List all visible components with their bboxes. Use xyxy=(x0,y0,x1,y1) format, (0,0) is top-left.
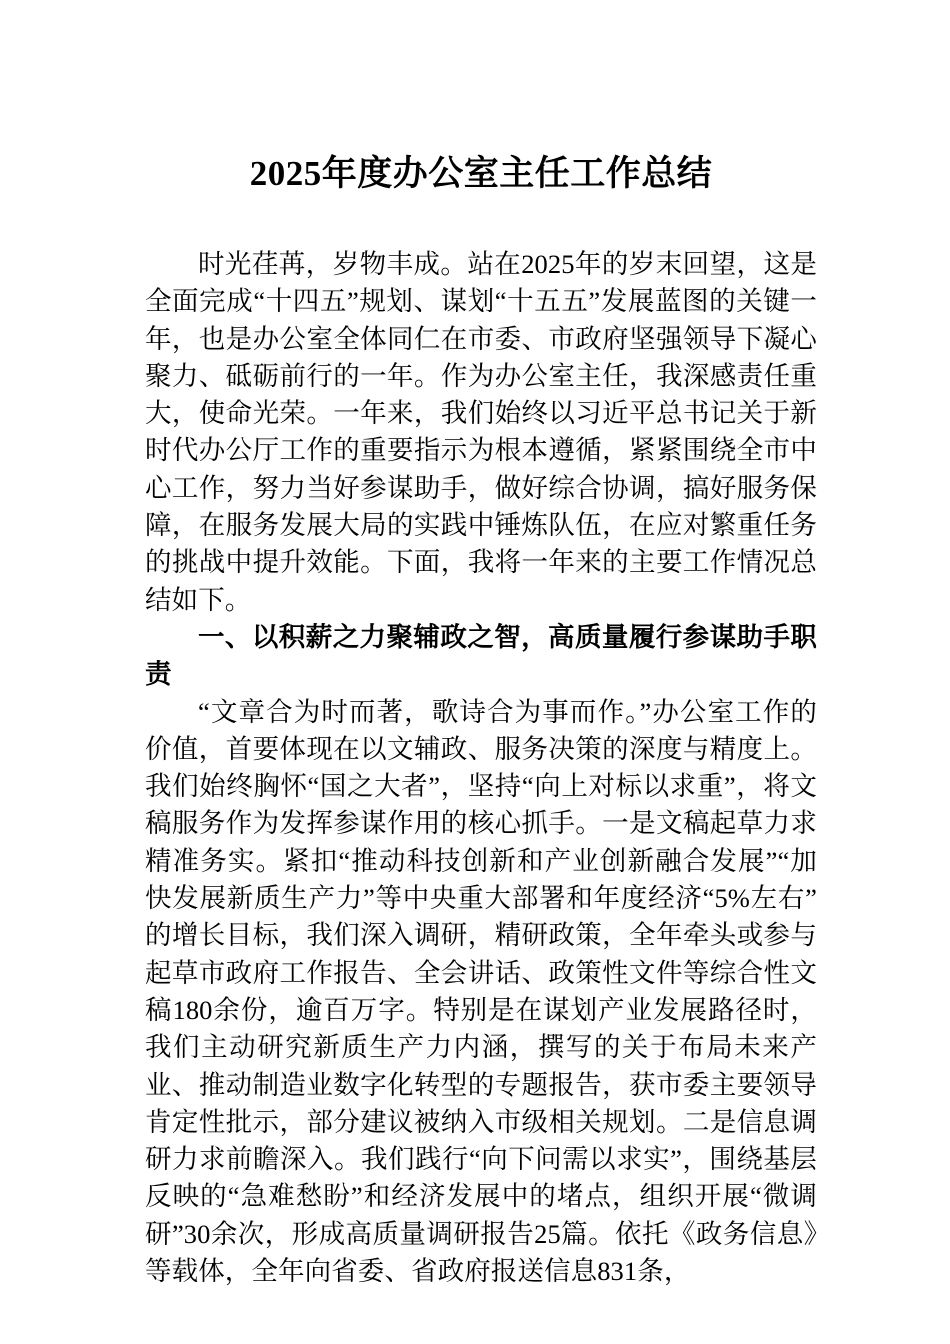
document-body xyxy=(145,0,817,1290)
body-paragraph-2: “文章合为时而著，歌诗合为事而作。”办公室工作的价值，首要体现在以文辅政、服务决策的深度与精度上。我们始终胸怀“国之大者”，坚持“向上对标以求重”，将文稿服务作为发挥参谋作用的核心抓手。一是文稿起草力求精准务实。紧扣“推动科技创新和产业创新融合发展”“加快发展新质生产力”等中央重大部署和年度经济“5%左右”的增长目标，我们深入调研，精研政策，全年牵头或参与起草市政府工作报告、全会讲话、政策性文件等综合性文稿180余份，逾百万字。特别是在谋划产业发展路径时，我们主动研究新质生产力内涵，撰写的关于布局未来产业、推动制造业数字化转型的专题报告，获市委主要领导肯定性批示，部分建议被纳入市级相关规划。二是信息调研力求前瞻深入。我们践行“向下问需以求实”，围绕基层反映的“急难愁盼”和经济发展中的堵点，组织开展“微调研”30余次，形成高质量调研报告25篇。依托《政务信息》等载体，全年向省委、省政府报送信息831条， xyxy=(145,696,817,1287)
body-paragraph-1: 时光荏苒，岁物丰成。站在2025年的岁末回望，这是全面完成“十四五”规划、谋划“十五五”发展蓝图的关键一年，也是办公室全体同仁在市委、市政府坚强领导下凝心聚力、砥砺前行的一年。作为办公室主任，我深感责任重大，使命光荣。一年来，我们始终以习近平总书记关于新时代办公厅工作的重要指示为根本遵循，紧紧围绕全市中心工作，努力当好参谋助手，做好综合协调，搞好服务保障，在服务发展大局的实践中锤炼队伍，在应对繁重任务的挑战中提升效能。下面，我将一年来的主要工作情况总结如下。 xyxy=(145,249,817,615)
title-spacer xyxy=(145,196,817,246)
section-heading-1: 一、以积薪之力聚辅政之智，高质量履行参谋助手职责 xyxy=(145,621,817,690)
page-title: 2025年度办公室主任工作总结 xyxy=(249,154,713,193)
